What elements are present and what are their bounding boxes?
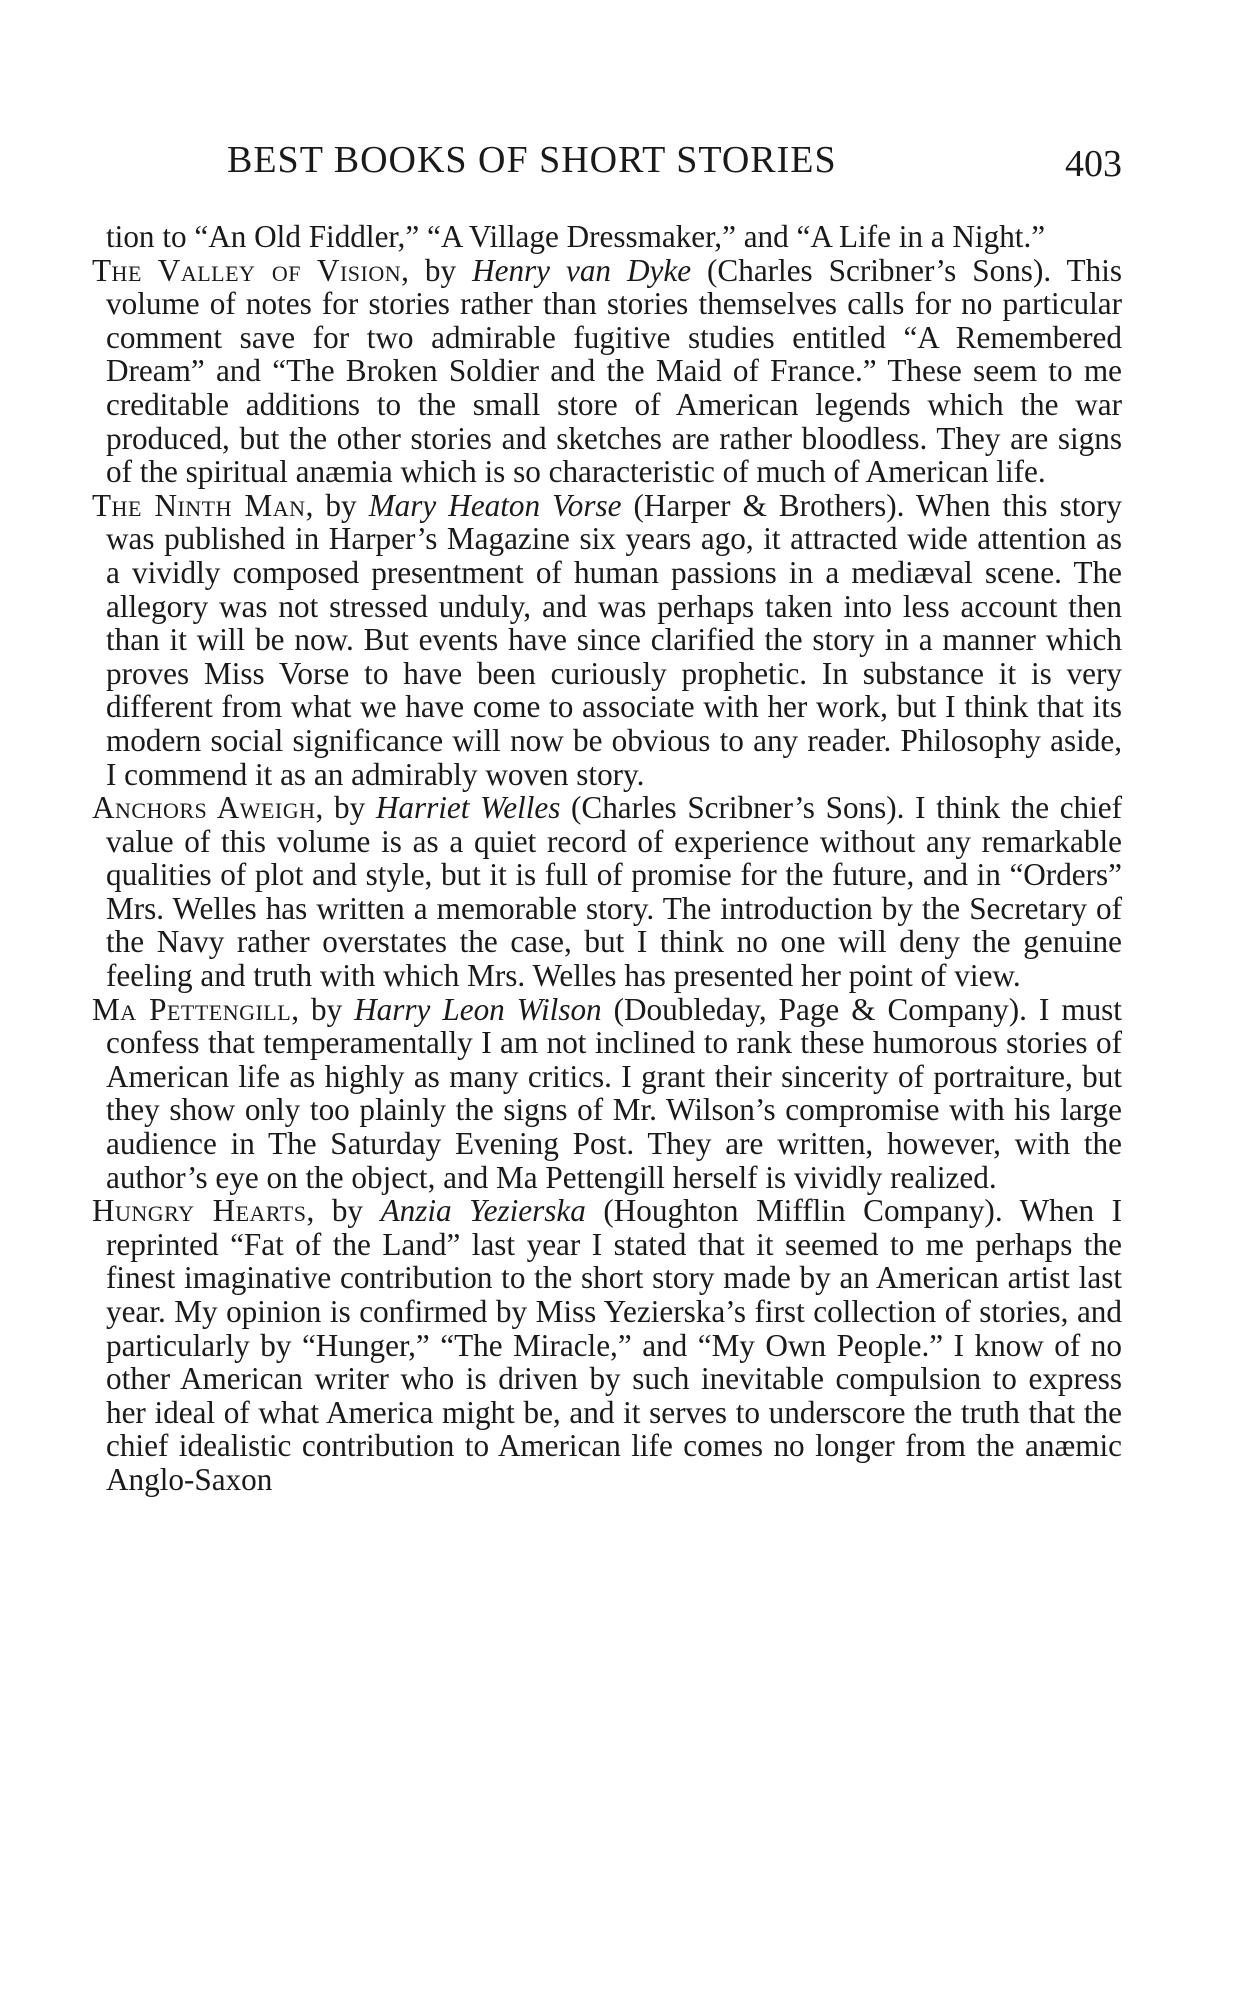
running-head <box>92 138 1122 188</box>
book-title: Anchors Aweigh <box>92 790 316 826</box>
book-review: (Harper & Brothers). When this story was published in Harper’s Magazine six years ago, it attracted wide attention as a vividly composed presentment of human passions in a mediæval scene. The allegory was not stressed unduly, and was perhaps taken into less account then than it will be now. But events have since clarified the story in a manner which proves Miss Vorse to have been curiously prophetic. In substance it is very different from what we have come to associate with her work, but I think that its modern social significance will now be obvious to any reader. Philosophy aside, I commend it as an admirably woven story. <box>106 487 1122 792</box>
book-entry <box>92 791 1122 993</box>
book-entry <box>92 489 1122 791</box>
by-text: , by <box>305 487 369 523</box>
by-text: , by <box>315 790 376 826</box>
book-title: The Ninth Man <box>92 487 306 523</box>
book-review: (Houghton Mifflin Company). When I reprinted “Fat of the Land” last year I stated that it seemed to me perhaps the finest imaginative contribution to the short story made by an American artist last year. My opinion is confirmed by Miss Yezierska’s first collection of stories, and particularly by “Hunger,” “The Miracle,” and “My Own People.” I know of no other American writer who is driven by such inevitable compulsion to express her ideal of what America might be, and it serves to underscore the truth that the chief idealistic contribution to American life comes no longer from the anæmic Anglo-Saxon <box>106 1193 1123 1497</box>
book-review: (Charles Scribner’s Sons). I think the chief value of this volume is as a quiet record of experience without any remarkable qualities of plot and style, but it is full of promise for the future, and in “Orders” Mrs. Welles has written a memorable story. The introduction by the Secretary of the Navy rather overstates the case, but I think no one will deny the genuine feeling and truth with which Mrs. Welles has presented her point of view. <box>106 790 1123 994</box>
continuation-paragraph: tion to “An Old Fiddler,” “A Village Dressmaker,” and “A Life in a Night.” <box>106 219 1046 254</box>
running-title: BEST BOOKS OF SHORT STORIES <box>227 139 837 181</box>
book-entry <box>92 254 1122 489</box>
book-entry <box>92 993 1122 1195</box>
book-entry <box>92 1194 1122 1496</box>
book-author: Harry Leon Wilson <box>354 991 602 1027</box>
page-body <box>92 220 1122 1497</box>
page-number: 403 <box>1065 143 1122 185</box>
book-review: (Doubleday, Page & Company). I must confess that temperamentally I am not inclined to rank these humorous stories of American life as highly as many critics. I grant their sincerity of portraiture, but they show only too plainly the signs of Mr. Wilson’s compromise with his large audience in The Saturday Evening Post. They are written, however, with the author’s eye on the object, and Ma Pettengill herself is vividly realized. <box>106 991 1122 1195</box>
book-review: (Charles Scribner’s Sons). This volume of notes for stories rather than stories themselves calls for no particular comment save for two admirable fugitive studies entitled “A Remembered Dream” and “The Broken Soldier and the Maid of France.” These seem to me creditable additions to the small store of American legends which the war produced, but the other stories and sketches are rather bloodless. They are signs of the spiritual anæmia which is so characteristic of much of American life. <box>106 252 1122 490</box>
book-title: Ma Pettengill <box>92 991 292 1027</box>
book-author: Mary Heaton Vorse <box>368 487 622 523</box>
book-author: Henry van Dyke <box>472 252 692 288</box>
book-title: Hungry Hearts <box>92 1193 307 1229</box>
book-title: The Valley of Vision <box>92 252 402 288</box>
by-text: , by <box>291 991 355 1027</box>
by-text: , by <box>401 252 473 288</box>
by-text: , by <box>306 1193 381 1229</box>
book-author: Anzia Yezierska <box>380 1193 586 1229</box>
book-author: Harriet Welles <box>375 790 561 826</box>
